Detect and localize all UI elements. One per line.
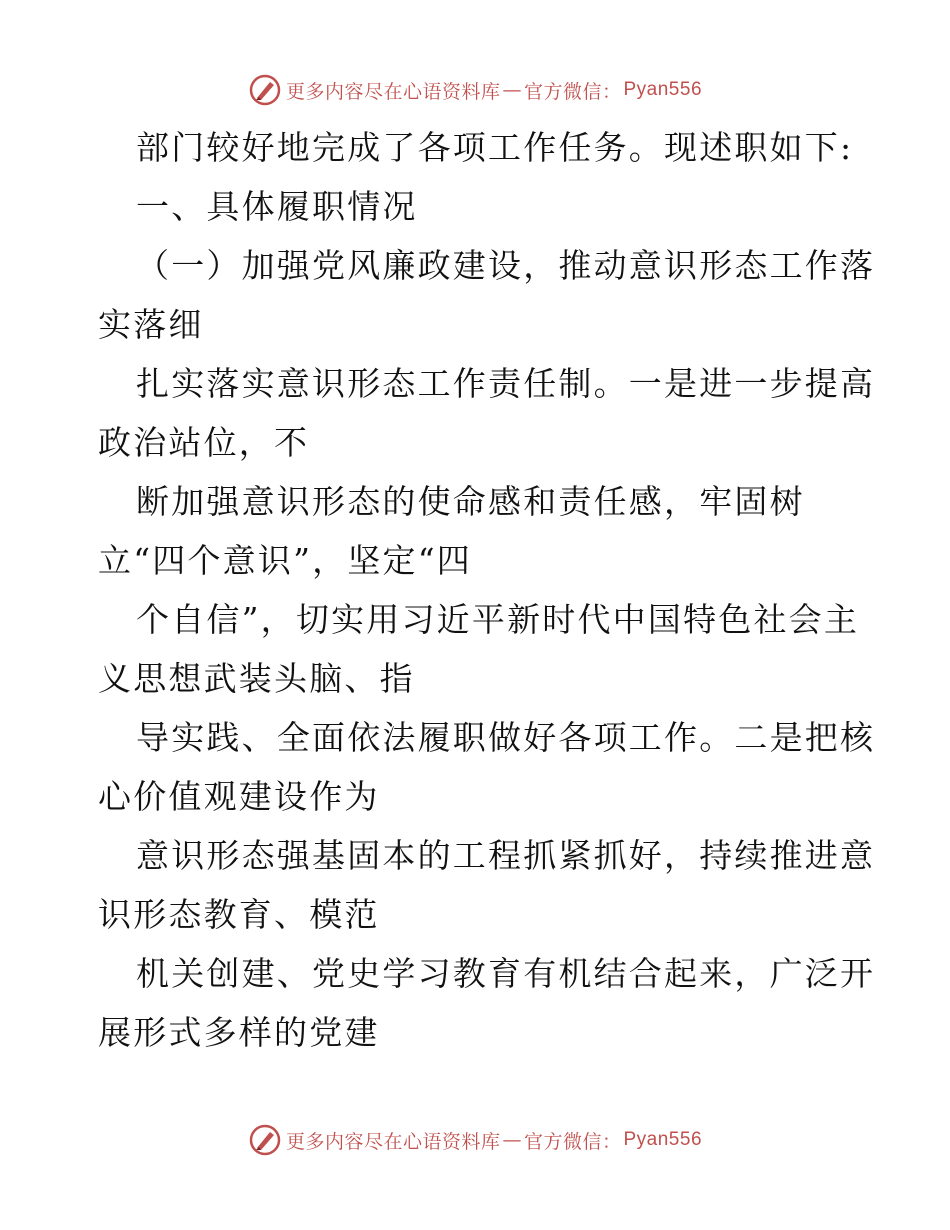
banner-text: 更多内容尽在心语资料库 [285,80,501,103]
wechat-id: Pyan556 [623,1129,703,1150]
body-line: 个自信”，切实用习近平新时代中国特色社会主 [136,600,860,639]
pen-logo-icon [248,1123,282,1157]
body-line: 部门较好地完成了各项工作任务。现述职如下: [136,128,854,167]
wechat-label: 官方微信： [523,80,622,103]
body-line: 政治站位，不 [98,423,310,462]
body-line: 机关创建、党史学习教育有机结合起来，广泛开 [136,954,876,993]
wechat-id: Pyan556 [623,79,703,100]
body-line: 断加强意识形态的使命感和责任感，牢固树 [136,482,805,521]
body-line: （一）加强党风廉政建设，推动意识形态工作落 [136,246,876,285]
body-line: 立“四个意识”，坚定“四 [98,541,473,580]
body-line: 一、具体履职情况 [136,187,418,226]
body-line: 扎实落实意识形态工作责任制。一是进一步提高 [136,364,876,403]
wechat-label: 官方微信： [523,1130,622,1153]
footer-banner [0,1120,950,1160]
header-banner [0,70,950,110]
pen-logo-icon [248,73,282,107]
banner-text: 更多内容尽在心语资料库 [285,1130,501,1153]
body-line: 意识形态强基固本的工程抓紧抓好，持续推进意 [136,836,876,875]
document-body [98,118,876,1062]
body-line: 识形态教育、模范 [98,895,380,934]
body-line: 心价值观建设作为 [98,777,380,816]
banner-separator: — [502,79,522,101]
body-line: 义思想武装头脑、指 [98,659,415,698]
body-line: 实落细 [98,305,204,344]
banner-separator: — [502,1129,522,1151]
body-line: 导实践、全面依法履职做好各项工作。二是把核 [136,718,876,757]
body-line: 展形式多样的党建 [98,1013,380,1052]
